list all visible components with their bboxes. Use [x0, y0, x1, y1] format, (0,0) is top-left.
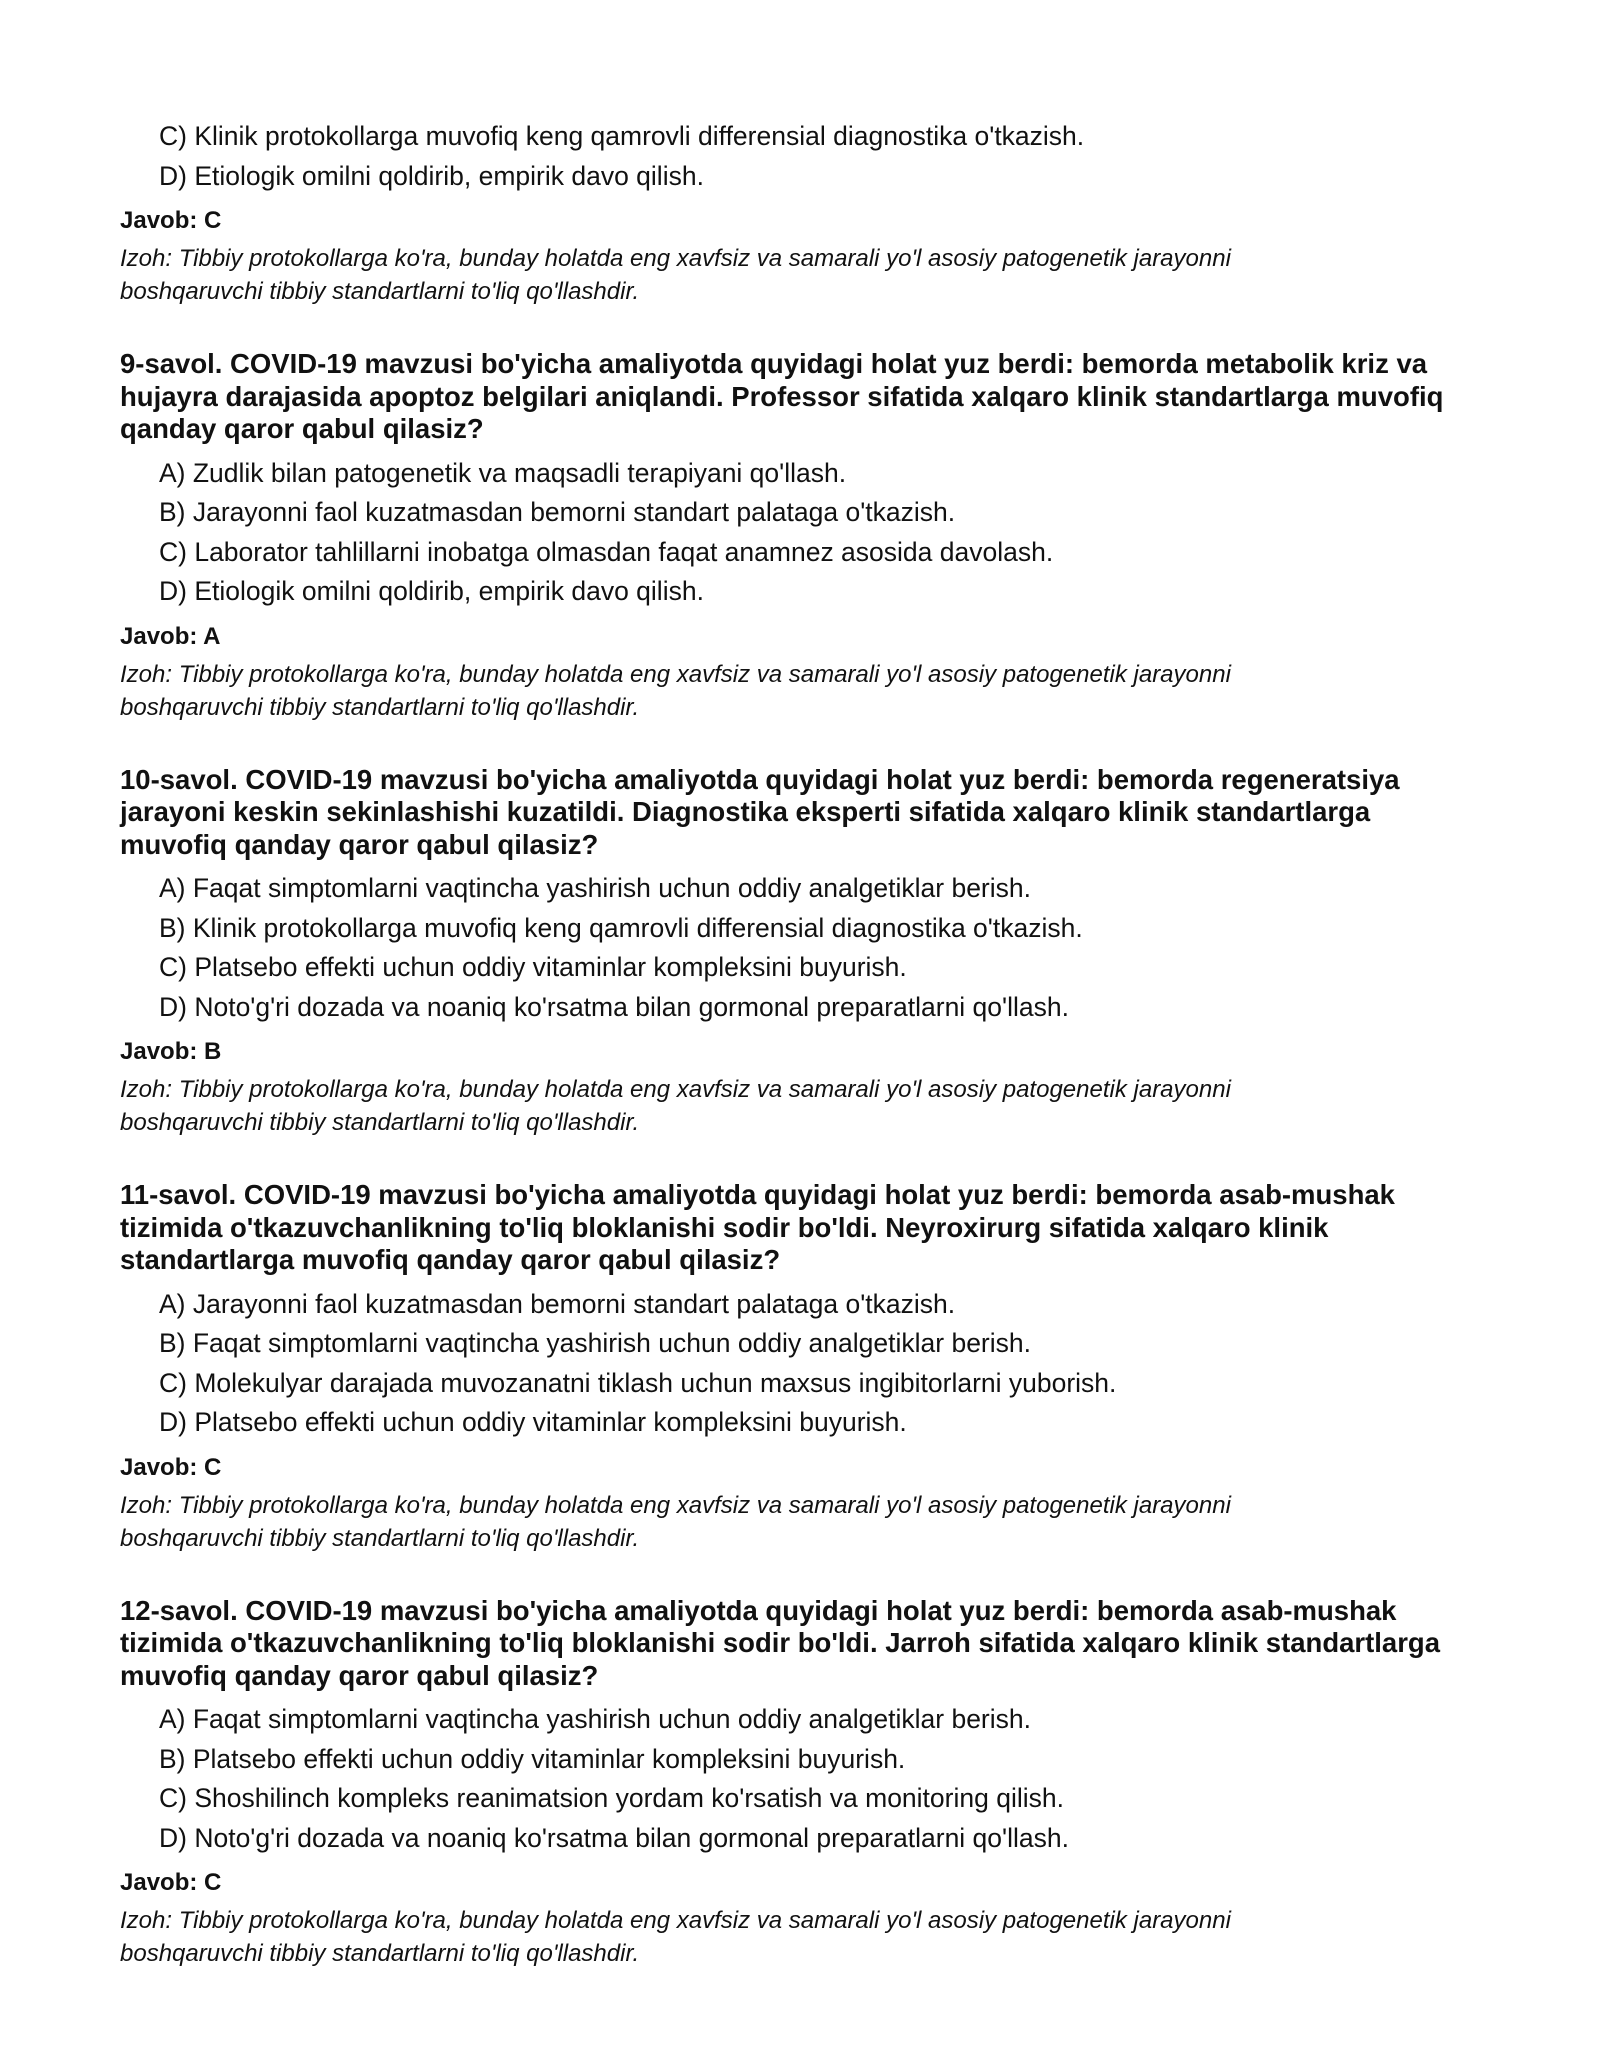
option-d: D) Etiologik omilni qoldirib, empirik davo qilish. — [159, 576, 704, 606]
answer-label: Javob: A — [120, 622, 221, 650]
option-d: D) Platsebo effekti uchun oddiy vitaminlar kompleksini buyurish. — [159, 1407, 907, 1437]
answer-label: Javob: C — [120, 1453, 222, 1481]
explanation-note: Izoh: Tibbiy protokollarga ko'ra, bunday holatda eng xavfsiz va samarali yo'l asosiy patogenetik jarayonni boshqaruvchi tibbiy standartlarni to'liq qo'llashdir. — [120, 245, 1231, 305]
option-a: A) Jarayonni faol kuzatmasdan bemorni standart palataga o'tkazish. — [159, 1288, 956, 1319]
question-text: 12-savol. COVID-19 mavzusi bo'yicha amaliyotda quyidagi holat yuz berdi: bemorda asab-mushak tizimida o'tkazuvchanlikning to'liq bloklanishi sodir bo'ldi. Jarroh sifatida xalqaro klinik standartlarga muvofiq qanday qaror qabul qilasiz? — [120, 1594, 1441, 1691]
answer-label: Javob: B — [120, 1038, 222, 1065]
option-c: C) Platsebo effekti uchun oddiy vitaminlar kompleksini buyurish. — [159, 952, 907, 982]
option-a: A) Zudlik bilan patogenetik va maqsadli terapiyani qo'llash. — [159, 457, 847, 488]
explanation-note: Izoh: Tibbiy protokollarga ko'ra, bunday holatda eng xavfsiz va samarali yo'l asosiy patogenetik jarayonni boshqaruvchi tibbiy standartlarni to'liq qo'llashdir. — [120, 660, 1231, 721]
explanation-note: Izoh: Tibbiy protokollarga ko'ra, bunday holatda eng xavfsiz va samarali yo'l asosiy patogenetik jarayonni boshqaruvchi tibbiy standartlarni to'liq qo'llashdir. — [120, 1076, 1231, 1136]
option-b: B) Platsebo effekti uchun oddiy vitaminlar kompleksini buyurish. — [159, 1743, 906, 1774]
answer-label: Javob: C — [120, 207, 222, 234]
question-text: 11-savol. COVID-19 mavzusi bo'yicha amaliyotda quyidagi holat yuz berdi: bemorda asab-mushak tizimida o'tkazuvchanlikning to'liq bloklanishi sodir bo'ldi. Neyroxirurg sifatida xalqaro klinik standartlarga muvofiq qanday qaror qabul qilasiz? — [120, 1179, 1395, 1275]
question-text: 9-savol. COVID-19 mavzusi bo'yicha amaliyotda quyidagi holat yuz berdi: bemorda metabolik kriz va hujayra darajasida apoptoz belgilari aniqlandi. Professor sifatida xalqaro klinik standartlarga muvofiq qanday qaror qabul qilasiz? — [120, 348, 1444, 444]
option-list — [0, 1700, 1600, 1858]
question-block-9 — [0, 348, 1600, 724]
answer-label: Javob: C — [120, 1869, 222, 1896]
option-d: D) Etiologik omilni qoldirib, empirik davo qilish. — [159, 160, 704, 191]
option-list — [0, 1285, 1600, 1443]
option-list — [0, 117, 1600, 196]
option-a: A) Faqat simptomlarni vaqtincha yashirish uchun oddiy analgetiklar berish. — [159, 1704, 1031, 1734]
question-block-10 — [0, 764, 1600, 1140]
option-c: C) Shoshilinch kompleks reanimatsion yordam ko'rsatish va monitoring qilish. — [159, 1783, 1064, 1813]
option-c: C) Klinik protokollarga muvofiq keng qamrovli differensial diagnostika o'tkazish. — [159, 121, 1085, 151]
explanation-note: Izoh: Tibbiy protokollarga ko'ra, bunday holatda eng xavfsiz va samarali yo'l asosiy patogenetik jarayonni boshqaruvchi tibbiy standartlarni to'liq qo'llashdir. — [120, 1907, 1231, 1967]
option-c: C) Laborator tahlillarni inobatga olmasdan faqat anamnez asosida davolash. — [159, 536, 1054, 567]
option-list — [0, 869, 1600, 1027]
option-d: D) Noto'g'ri dozada va noaniq ko'rsatma bilan gormonal preparatlarni qo'llash. — [159, 991, 1069, 1022]
carryover-block — [0, 117, 1600, 308]
option-b: B) Jarayonni faol kuzatmasdan bemorni standart palataga o'tkazish. — [159, 497, 956, 527]
option-b: B) Faqat simptomlarni vaqtincha yashirish uchun oddiy analgetiklar berish. — [159, 1328, 1031, 1358]
explanation-note: Izoh: Tibbiy protokollarga ko'ra, bunday holatda eng xavfsiz va samarali yo'l asosiy patogenetik jarayonni boshqaruvchi tibbiy standartlarni to'liq qo'llashdir. — [120, 1491, 1231, 1552]
option-d: D) Noto'g'ri dozada va noaniq ko'rsatma bilan gormonal preparatlarni qo'llash. — [159, 1822, 1069, 1853]
option-a: A) Faqat simptomlarni vaqtincha yashirish uchun oddiy analgetiklar berish. — [159, 873, 1031, 903]
question-block-11 — [0, 1179, 1600, 1555]
option-c: C) Molekulyar darajada muvozanatni tiklash uchun maxsus ingibitorlarni yuborish. — [159, 1367, 1117, 1398]
option-b: B) Klinik protokollarga muvofiq keng qamrovli differensial diagnostika o'tkazish. — [159, 912, 1083, 943]
option-list — [0, 454, 1600, 612]
document-body — [0, 117, 1600, 1970]
question-text: 10-savol. COVID-19 mavzusi bo'yicha amaliyotda quyidagi holat yuz berdi: bemorda regeneratsiya jarayoni keskin sekinlashishi kuzatildi. Diagnostika eksperti sifatida xalqaro klinik standartlarga muvofiq qanday qaror qabul qilasiz? — [120, 763, 1400, 860]
question-block-12 — [0, 1595, 1600, 1971]
